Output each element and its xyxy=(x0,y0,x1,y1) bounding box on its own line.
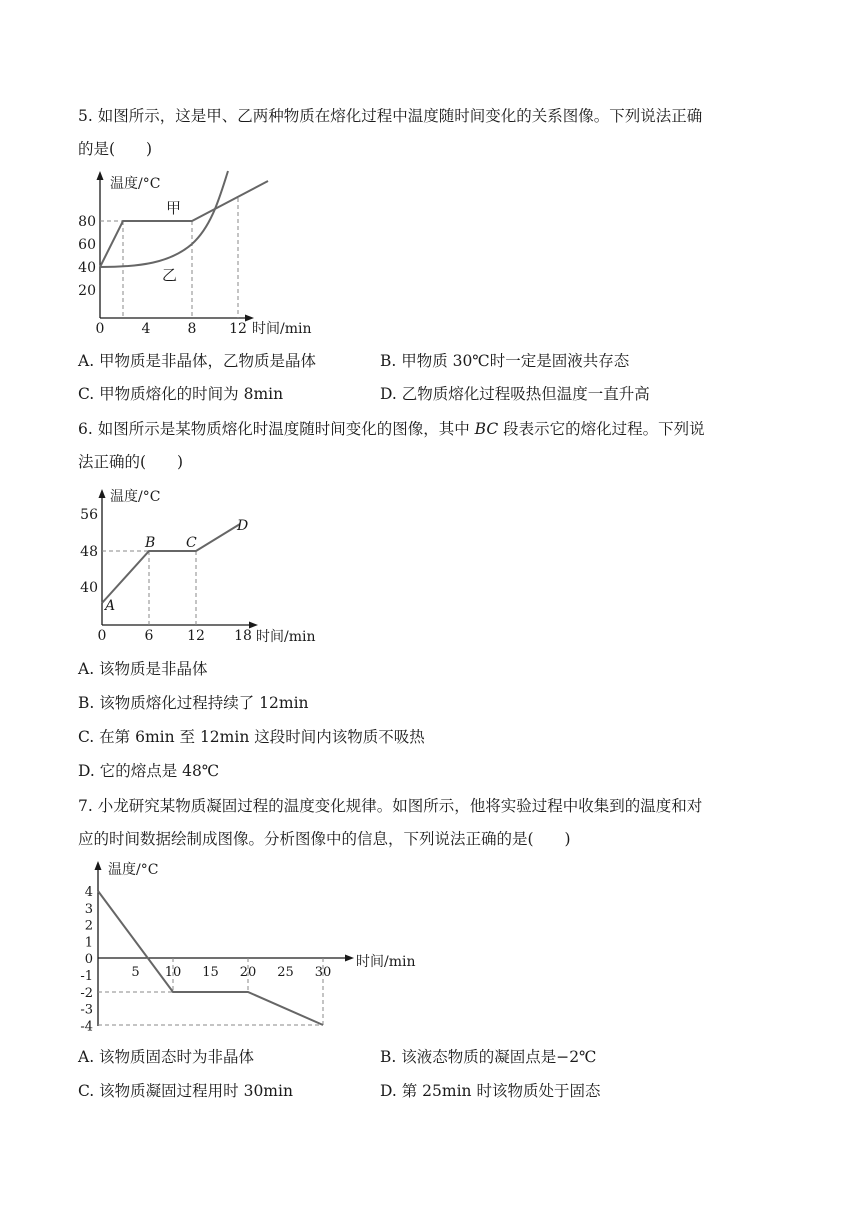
q6-y-axis-arrow xyxy=(99,489,106,498)
q5-xtick: 4 xyxy=(141,321,151,337)
q6-option-c[interactable]: C. 在第 6min 至 12min 这段时间内该物质不吸热 xyxy=(78,728,425,746)
q6-point-c: C xyxy=(186,535,197,551)
q6-stem-part1: 6. 如图所示是某物质熔化时温度随时间变化的图像，其中 xyxy=(78,420,475,438)
q7-xtick: 15 xyxy=(202,965,219,980)
q5-xtick: 12 xyxy=(229,321,247,337)
q6-option-b[interactable]: B. 该物质熔化过程持续了 12min xyxy=(78,694,309,712)
q6-ylabel: 温度/°C xyxy=(110,489,161,505)
q6-stem-part2: 段表示它的熔化过程。下列说 xyxy=(498,420,705,438)
q7-ytick: -1 xyxy=(80,969,93,984)
q7-ytick: -2 xyxy=(80,985,93,1001)
q7-stem-line2: 应的时间数据绘制成图像。分析图像中的信息，下列说法正确的是( ) xyxy=(78,830,571,848)
q6-stem-bc: BC xyxy=(474,420,499,438)
q7-chart xyxy=(80,856,440,1036)
q6-series xyxy=(102,524,240,603)
q6-xtick: 12 xyxy=(187,628,205,644)
q7-x-axis-arrow xyxy=(345,955,354,962)
q7-ytick: -3 xyxy=(80,1002,93,1018)
q5-ytick: 80 xyxy=(78,214,96,230)
q5-xtick: 8 xyxy=(187,321,197,337)
q5-label-jia: 甲 xyxy=(166,199,182,217)
q7-xtick: 25 xyxy=(277,965,294,980)
q6-xtick: 6 xyxy=(144,628,154,644)
q7-option-a[interactable]: A. 该物质固态时为非晶体 xyxy=(78,1048,255,1066)
q5-ytick: 40 xyxy=(78,260,96,276)
q5-xlabel: 时间/min xyxy=(252,321,312,337)
q7-xtick: 30 xyxy=(314,965,332,980)
q5-option-a[interactable]: A. 甲物质是非晶体，乙物质是晶体 xyxy=(78,352,317,370)
q6-xtick: 18 xyxy=(234,628,252,644)
q6-xtick: 0 xyxy=(97,628,107,644)
q5-stem-line2: 的是( ) xyxy=(78,140,153,158)
q7-yticks xyxy=(80,885,93,1034)
q5-label-yi: 乙 xyxy=(162,266,178,284)
q6-point-a: A xyxy=(105,598,116,614)
q7-xtick: 20 xyxy=(239,965,257,980)
q6-option-d[interactable]: D. 它的熔点是 48℃ xyxy=(78,762,220,780)
q6-point-b: B xyxy=(145,535,156,551)
q6-stem-line1 xyxy=(78,418,705,440)
q7-stem-line1: 7. 小龙研究某物质凝固过程的温度变化规律。如图所示，他将实验过程中收集到的温度和对 xyxy=(78,797,703,815)
q6-option-a[interactable]: A. 该物质是非晶体 xyxy=(78,660,208,678)
q5-xtick: 0 xyxy=(95,321,105,337)
q6-xlabel: 时间/min xyxy=(256,629,316,645)
q6-chart xyxy=(80,480,350,650)
q7-ylabel: 温度/°C xyxy=(108,862,159,878)
q7-ytick: 2 xyxy=(84,918,93,934)
q5-option-d[interactable]: D. 乙物质熔化过程吸热但温度一直升高 xyxy=(380,385,650,403)
q7-option-b[interactable]: B. 该液态物质的凝固点是−2℃ xyxy=(380,1048,597,1066)
q5-ylabel: 温度/°C xyxy=(110,176,161,192)
q7-option-d[interactable]: D. 第 25min 时该物质处于固态 xyxy=(380,1082,601,1100)
q7-ytick: 3 xyxy=(84,901,93,917)
q6-stem-line2: 法正确的( ) xyxy=(78,453,184,471)
q7-ytick: 1 xyxy=(84,935,93,951)
q7-xlabel: 时间/min xyxy=(356,954,416,970)
q5-stem-line1: 5. 如图所示，这是甲、乙两种物质在熔化过程中温度随时间变化的关系图像。下列说法正确 xyxy=(78,107,703,125)
q5-y-axis-arrow xyxy=(97,171,104,180)
q6-ytick: 40 xyxy=(80,580,98,596)
q5-ytick: 20 xyxy=(78,283,96,299)
q7-xtick: 5 xyxy=(131,965,140,980)
q5-series-jia xyxy=(100,181,268,267)
q6-point-d: D xyxy=(237,518,249,534)
q7-ytick: 0 xyxy=(84,952,93,968)
q7-y-axis-arrow xyxy=(95,861,102,870)
q5-option-b[interactable]: B. 甲物质 30℃时一定是固液共存态 xyxy=(380,352,630,370)
q6-ytick: 48 xyxy=(80,544,98,560)
q7-xtick: 10 xyxy=(164,965,182,980)
q7-option-c[interactable]: C. 该物质凝固过程用时 30min xyxy=(78,1082,293,1100)
q5-chart xyxy=(80,168,350,340)
q7-ytick: 4 xyxy=(84,885,93,900)
q6-ytick: 56 xyxy=(80,507,98,523)
q7-ytick: -4 xyxy=(80,1019,93,1035)
q5-ytick: 60 xyxy=(78,237,96,253)
q5-option-c[interactable]: C. 甲物质熔化的时间为 8min xyxy=(78,385,284,403)
